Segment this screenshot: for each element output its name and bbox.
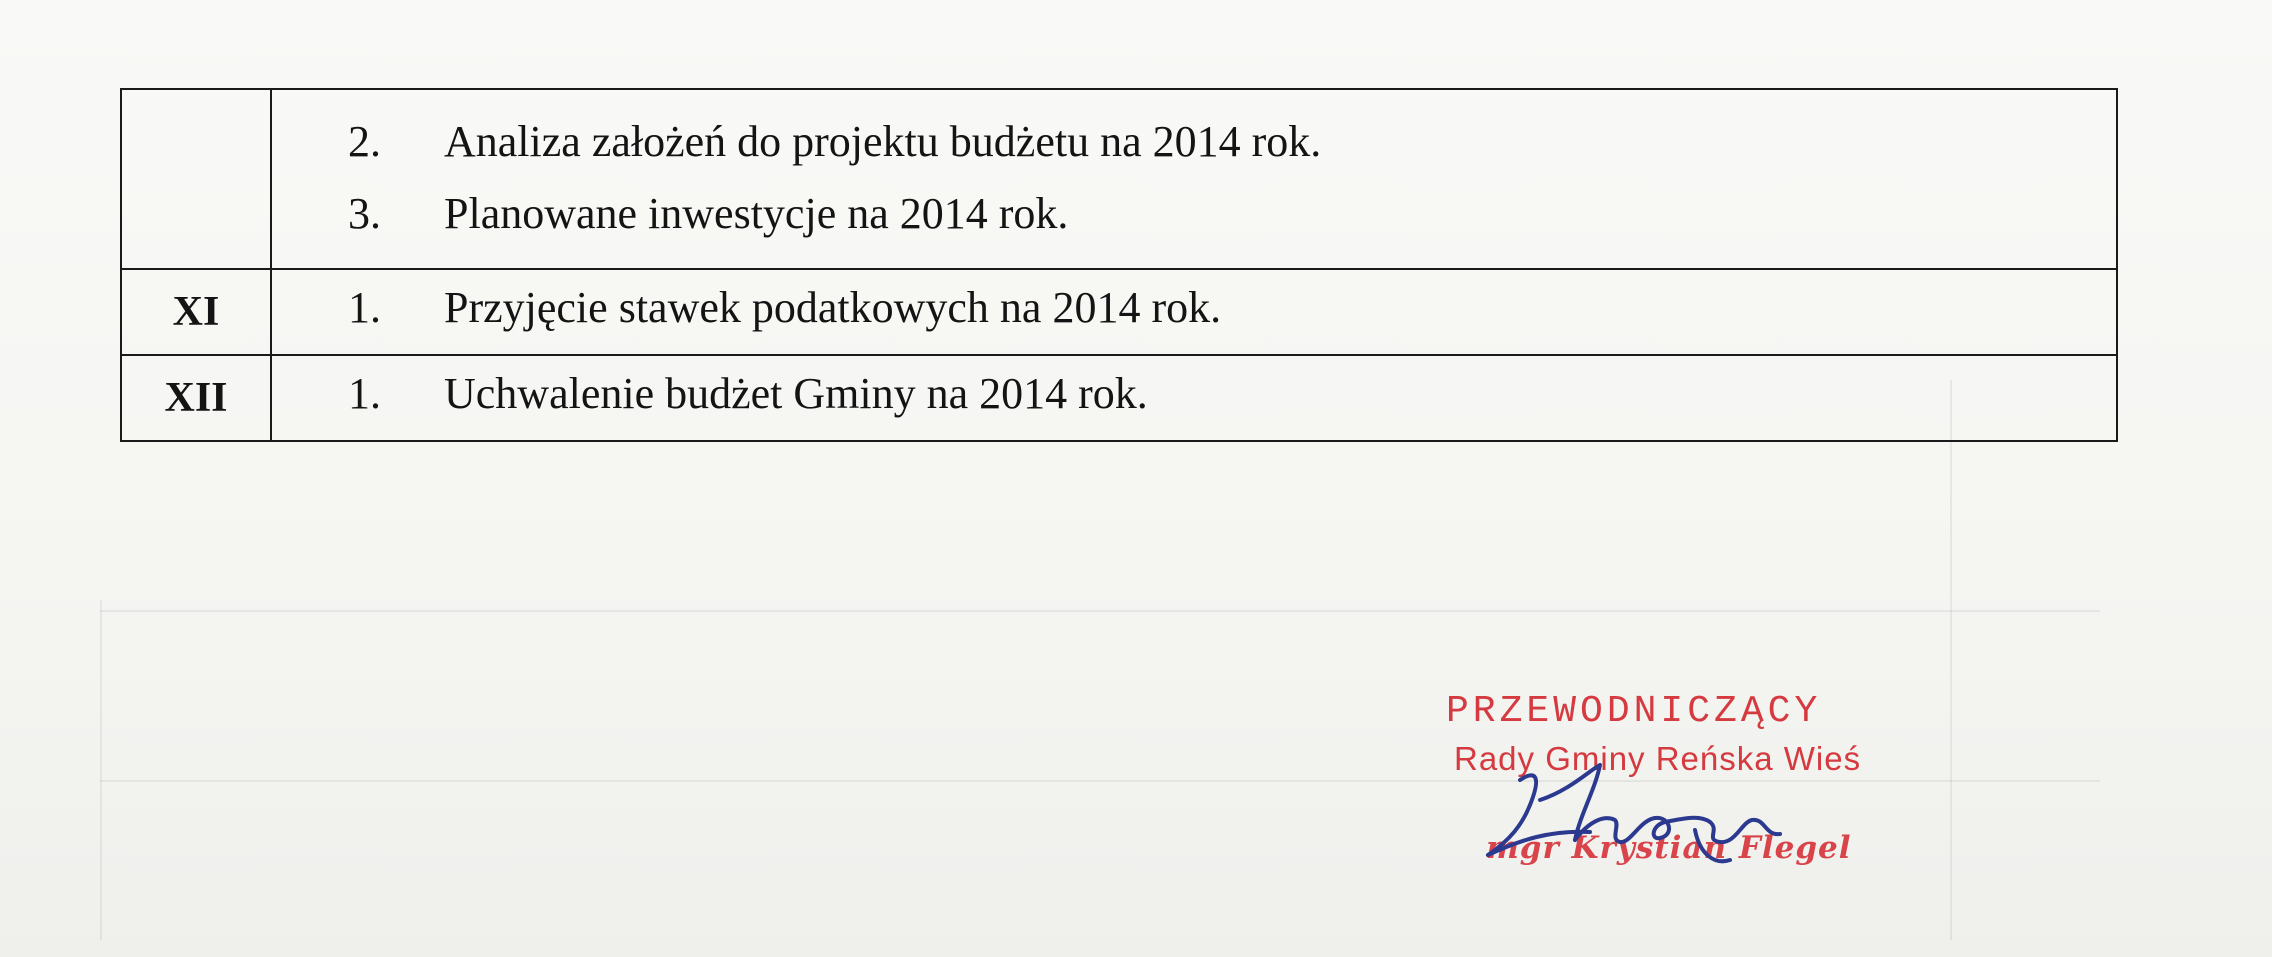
handwritten-signature [1480,760,1900,870]
stamp-name: mgr Krystian Flegel [1486,830,1852,866]
item-number: 3. [348,189,381,238]
item-number: 1. [348,283,381,332]
stamp-title: PRZEWODNICZĄCY [1446,690,1822,733]
list-item [348,182,2116,254]
item-text: Planowane inwestycje na 2014 rok. [444,189,1069,238]
item-text: Uchwalenie budżet Gminy na 2014 rok. [444,369,1148,418]
month-cell: XI [121,269,271,355]
work-plan-table [120,88,2118,442]
stamp-subtitle: Rady Gminy Reńska Wieś [1454,740,1862,777]
list-item [348,276,2116,348]
item-number: 1. [348,369,381,418]
items-cell [271,269,2117,355]
item-text: Przyjęcie stawek podatkowych na 2014 rok. [444,283,1222,332]
table-row [121,269,2117,355]
items-cell [271,355,2117,441]
month-cell [121,89,271,269]
items-cell [271,89,2117,269]
list-item [348,110,2116,182]
item-text: Analiza założeń do projektu budżetu na 2014 rok. [444,117,1322,166]
item-number: 2. [348,117,381,166]
table-row [121,355,2117,441]
month-cell: XII [121,355,271,441]
list-item [348,362,2116,434]
table-row [121,89,2117,269]
